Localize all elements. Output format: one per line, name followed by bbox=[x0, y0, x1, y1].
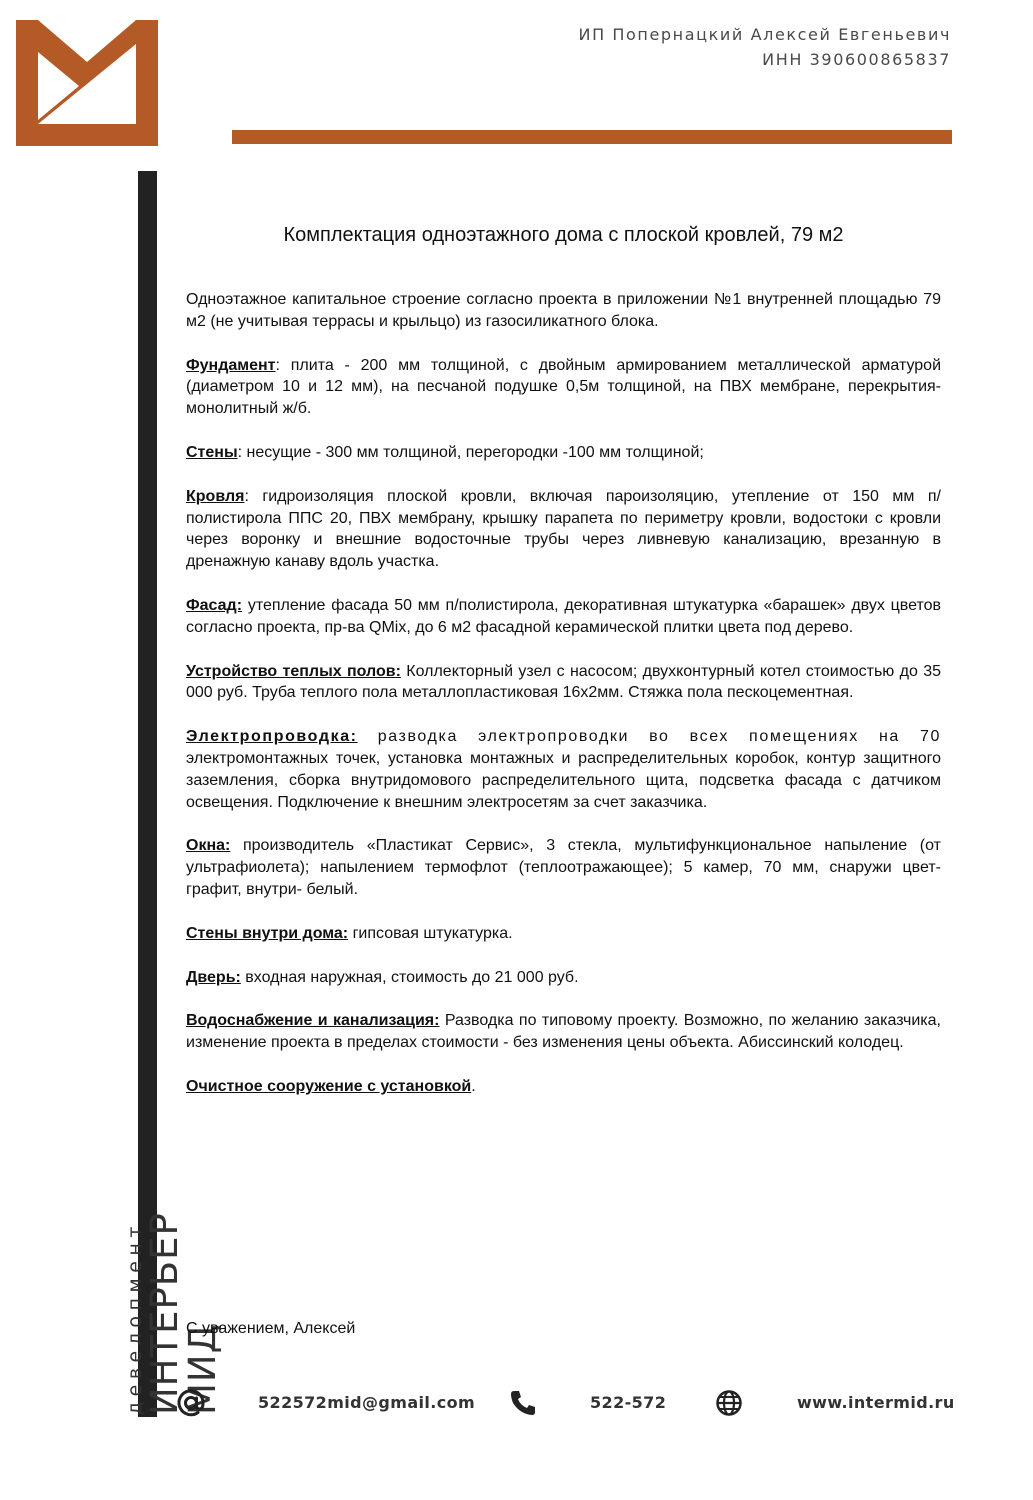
section-foundation bbox=[186, 355, 941, 420]
section-label: Окна: bbox=[186, 837, 231, 855]
company-logo bbox=[16, 20, 158, 146]
brand-tagline: девелопмент bbox=[124, 1221, 146, 1415]
closing-signature: С уважением, Алексей bbox=[186, 1320, 356, 1337]
company-name: ИП Попернацкий Алексей Евгеньевич bbox=[578, 25, 951, 44]
contact-footer bbox=[0, 1384, 1033, 1420]
section-septic bbox=[186, 1076, 941, 1098]
at-icon bbox=[176, 1388, 206, 1418]
section-suffix: : bbox=[275, 356, 280, 374]
section-label: Стены внутри дома: bbox=[186, 924, 349, 942]
section-text: плита - 200 мм толщиной, с двойным армированием металлической арматурой (диаметром 10 и 12 мм), на песчаной подушке 0,5м толщиной, на ПВХ мембране, перекрытия- монолитный ж/б. bbox=[186, 356, 941, 418]
intro-paragraph: Одноэтажное капитальное строение согласно проекта в приложении №1 внутренней площадью 79 м2 (не учитывая террасы и крыльцо) из газосиликатного блока. bbox=[186, 291, 941, 330]
section-text: гидроизоляция плоской кровли, включая пароизоляцию, утепление от 150 мм п/полистирола ППС 20, ПВХ мембрану, крышку парапета по периметру кровли, водостоки с кровли через воронку и внешние водосточные трубы через ливневую канализацию, врезанную в дренажную канаву вдоль участка. bbox=[186, 487, 941, 571]
section-interior-walls bbox=[186, 923, 941, 945]
section-label: Водоснабжение и канализация: bbox=[186, 1012, 440, 1030]
document-body bbox=[186, 289, 941, 1120]
section-text-continued: электромонтажных точек, установка монтажных и распределительных коробок, контур защитного заземления, сборка внутридомового распределительного щита, подсветка фасада с датчиком освещения. Подключение к внешним электросетям за счет заказчика. bbox=[186, 749, 941, 811]
section-label: Дверь: bbox=[186, 968, 241, 986]
contact-email[interactable]: 522572mid@gmail.com bbox=[258, 1393, 476, 1412]
brand-name-line2: МИД bbox=[181, 1323, 224, 1415]
section-label: Очистное сооружение с установкой bbox=[186, 1077, 472, 1095]
section-text: утепление фасада 50 мм п/полистирола, декоративная штукатурка «барашек» двух цветов согласно проекта, пр-ва QMix, до 6 м2 фасадной керамической плитки цвета под дерево. bbox=[186, 596, 941, 636]
contact-phone[interactable]: 522-572 bbox=[590, 1393, 667, 1412]
section-text: разводка электропроводки во всех помещениях на 70 bbox=[357, 728, 941, 746]
section-label: Устройство теплых полов: bbox=[186, 662, 401, 680]
section-label: Фундамент bbox=[186, 356, 276, 374]
section-text: Разводка по типовому проекту. Возможно, по желанию заказчика, изменение проекта в пределах стоимости - без изменения цены объекта. Абиссинский колодец. bbox=[186, 1012, 941, 1052]
globe-icon bbox=[714, 1388, 744, 1418]
company-inn: ИНН 390600865837 bbox=[762, 50, 951, 69]
header-accent-bar bbox=[232, 130, 952, 144]
brand-name-line1: ИНТЕРЬЕР bbox=[143, 1212, 186, 1415]
section-water-sewage bbox=[186, 1010, 941, 1054]
section-roof bbox=[186, 486, 941, 573]
section-suffix: : bbox=[244, 487, 249, 505]
section-floor-heating bbox=[186, 661, 941, 705]
section-text: производитель «Пластикат Сервис», 3 стекла, мультифункциональное напыление (от ультрафиолета); напылением термофлот (теплоотражающее); 5 камер, 70 мм, снаружи цвет- графит, внутри- белый. bbox=[186, 837, 941, 898]
section-door bbox=[186, 967, 941, 989]
contact-website[interactable]: www.intermid.ru bbox=[797, 1393, 955, 1412]
phone-icon bbox=[508, 1388, 538, 1418]
section-suffix: . bbox=[471, 1077, 476, 1095]
header-company-info bbox=[579, 22, 951, 72]
section-text: гипсовая штукатурка. bbox=[348, 924, 513, 942]
section-text: Коллекторный узел с насосом; двухконтурный котел стоимостью до 35 000 руб. Труба теплого пола металлопластиковая 16х2мм. Стяжка пола пескоцементная. bbox=[186, 662, 942, 702]
section-label: Фасад: bbox=[186, 596, 243, 614]
section-text: входная наружная, стоимость до 21 000 руб. bbox=[240, 968, 579, 986]
section-label: Стены bbox=[186, 443, 238, 461]
section-text: несущие - 300 мм толщиной, перегородки -100 мм толщиной; bbox=[242, 443, 704, 461]
section-label: Электропроводка: bbox=[186, 728, 358, 746]
section-suffix: : bbox=[237, 443, 243, 461]
section-windows bbox=[186, 835, 941, 900]
section-label: Кровля bbox=[186, 487, 245, 505]
section-electrical bbox=[186, 726, 941, 813]
document-title: Комплектация одноэтажного дома с плоской кровлей, 79 м2 bbox=[283, 224, 844, 246]
section-facade bbox=[186, 595, 941, 639]
section-walls bbox=[186, 442, 941, 464]
